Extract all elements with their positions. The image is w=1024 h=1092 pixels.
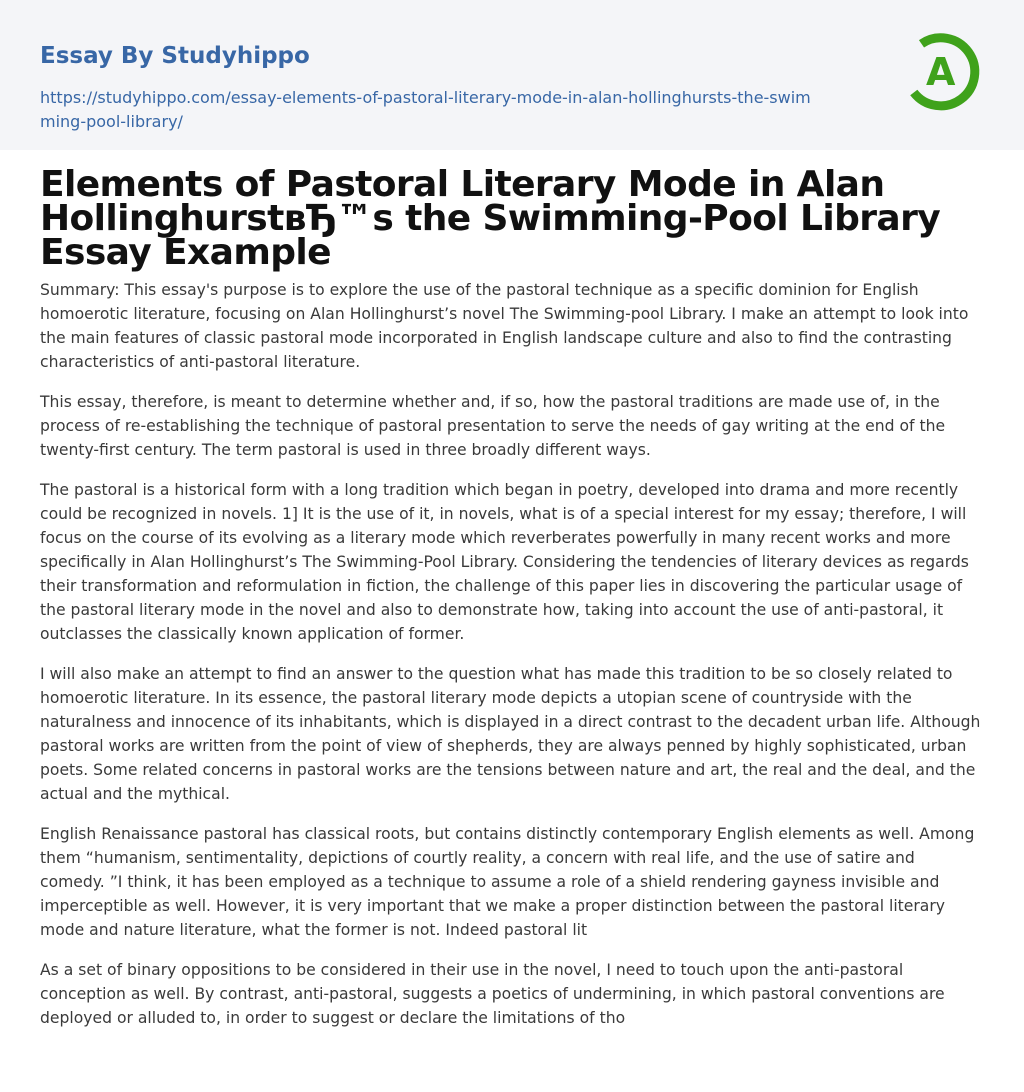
studyhippo-logo-icon[interactable] <box>900 30 984 114</box>
site-brand[interactable]: Essay By Studyhippo <box>40 43 310 69</box>
article-paragraph: I will also make an attempt to find an answer to the question what has made this tradition to be so closely related to homoerotic literature. In its essence, the pastoral literary mode depicts a utopian scene of countryside with the naturalness and innocence of its inhabitants, which is displayed in a direct contrast to the decadent urban life. Although pastoral works are written from the point of view of shepherds, they are always penned by highly sophisticated, urban poets. Some related concerns in pastoral works are the tensions between nature and art, the real and the deal, and the actual and the mythical. <box>40 665 981 803</box>
page-title: Elements of Pastoral Literary Mode in Alan HollinghurstвЂ™s the Swimming-Pool Library Essay Example <box>40 164 941 273</box>
article-paragraph: As a set of binary oppositions to be considered in their use in the novel, I need to touch upon the anti-pastoral conception as well. By contrast, anti-pastoral, suggests a poetics of undermining, in which pastoral conventions are deployed or alluded to, in order to suggest or declare the limitations of tho <box>40 961 945 1027</box>
article-paragraph: Summary: This essay's purpose is to explore the use of the pastoral technique as a specific dominion for English homoerotic literature, focusing on Alan Hollinghurst’s novel The Swimming-pool Library. I make an attempt to look into the main features of classic pastoral mode incorporated in English landscape culture and also to find the contrasting characteristics of anti-pastoral literature. <box>40 281 969 371</box>
article-paragraph: This essay, therefore, is meant to determine whether and, if so, how the pastoral traditions are made use of, in the process of re-establishing the technique of pastoral presentation to serve the needs of gay writing at the end of the twenty-first century. The term pastoral is used in three broadly different ways. <box>40 393 946 459</box>
source-url-link[interactable]: https://studyhippo.com/essay-elements-of-pastoral-literary-mode-in-alan-hollinghursts-the-swimming-pool-library/ <box>40 88 811 131</box>
article-paragraph: The pastoral is a historical form with a long tradition which began in poetry, developed into drama and more recently could be recognized in novels. 1] It is the use of it, in novels, what is of a special interest for my essay; therefore, I will focus on the course of its evolving as a literary mode which reverberates powerfully in many recent works and more specifically in Alan Hollinghurst’s The Swimming-Pool Library. Considering the tendencies of literary devices as regards their transformation and reformulation in fiction, the challenge of this paper lies in discovering the particular usage of the pastoral literary mode in the novel and also to demonstrate how, taking into account the use of anti-pastoral, it outclasses the classically known application of former. <box>40 481 969 643</box>
article <box>0 150 1024 1030</box>
site-header <box>0 0 1024 150</box>
logo-letter: A <box>926 50 956 94</box>
article-paragraph: English Renaissance pastoral has classical roots, but contains distinctly contemporary English elements as well. Among them “humanism, sentimentality, depictions of courtly reality, a concern with real life, and the use of satire and comedy. ”I think, it has been employed as a technique to assume a role of a shield rendering gayness invisible and imperceptible as well. However, it is very important that we make a proper distinction between the pastoral literary mode and nature literature, what the former is not. Indeed pastoral lit <box>40 825 975 939</box>
